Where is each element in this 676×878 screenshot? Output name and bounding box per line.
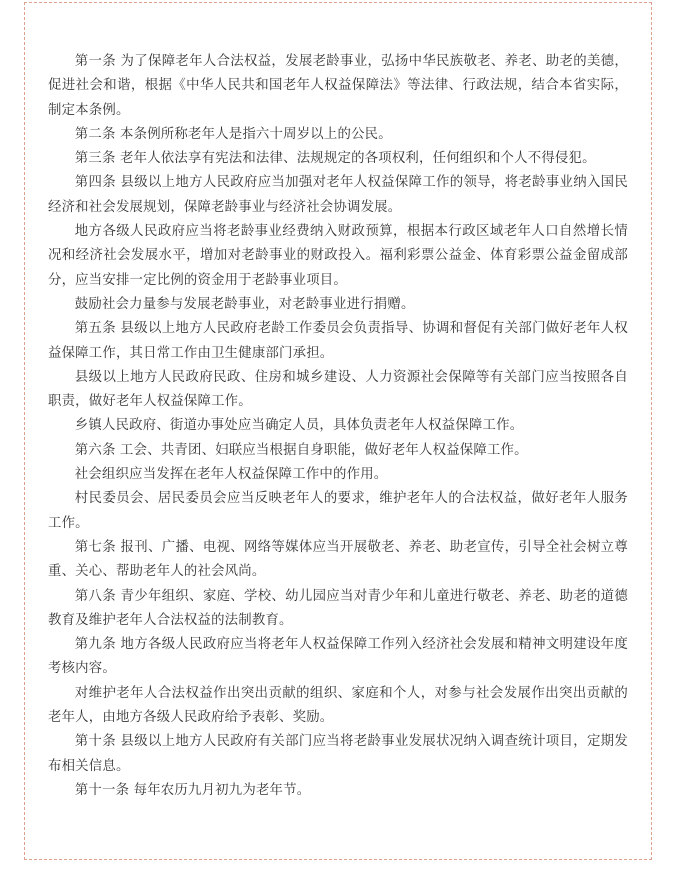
paragraph-article-6-social-orgs: 社会组织应当发挥在老年人权益保障工作中的作用。 [74,467,388,483]
article-body [48,50,628,803]
paragraph-article-4-donation: 鼓励社会力量参与发展老龄事业，对老龄事业进行捐赠。 [74,296,415,312]
paragraph-article-9: 第九条 地方各级人民政府应当将老年人权益保障工作列入经济社会发展和精神文明建设年度考核内容。 [48,637,628,677]
paragraph-article-2: 第二条 本条例所称老年人是指六十周岁以上的公民。 [74,126,392,142]
paragraph-article-11: 第十一条 每年农历九月初九为老年节。 [74,782,311,798]
paragraph-article-6: 第六条 工会、共青团、妇联应当根据自身职能，做好老年人权益保障工作。 [74,442,528,458]
paragraph-article-3: 第三条 老年人依法享有宪法和法律、法规规定的各项权利，任何组织和个人不得侵犯。 [74,151,596,167]
paragraph-article-6-committees: 村民委员会、居民委员会应当反映老年人的要求，维护老年人的合法权益，做好老年人服务工作。 [48,491,628,531]
paragraph-article-7: 第七条 报刊、广播、电视、网络等媒体应当开展敬老、养老、助老宣传，引导全社会树立尊重、关心、帮助老年人的社会风尚。 [48,539,628,580]
paragraph-article-5-townships: 乡镇人民政府、街道办事处应当确定人员，具体负责老年人权益保障工作。 [74,418,524,434]
paragraph-article-5: 第五条 县级以上地方人民政府老龄工作委员会负责指导、协调和督促有关部门做好老年人权益保障工作，其日常工作由卫生健康部门承担。 [48,321,628,361]
paragraph-article-8: 第八条 青少年组织、家庭、学校、幼儿园应当对青少年和儿童进行敬老、养老、助老的道德教育及维护老年人合法权益的法制教育。 [48,588,628,628]
paragraph-article-10: 第十条 县级以上地方人民政府有关部门应当将老龄事业发展状况纳入调查统计项目，定期发布相关信息。 [48,734,628,774]
paragraph-article-4: 第四条 县级以上地方人民政府应当加强对老年人权益保障工作的领导，将老龄事业纳入国民经济和社会发展规划，保障老龄事业与经济社会协调发展。 [48,175,628,215]
paragraph-article-1: 第一条 为了保障老年人合法权益，发展老龄事业，弘扬中华民族敬老、养老、助老的美德，促进社会和谐，根据《中华人民共和国老年人权益保障法》等法律、行政法规，结合本省实际，制定本条例。 [48,54,628,118]
paragraph-article-5-departments: 县级以上地方人民政府民政、住房和城乡建设、人力资源社会保障等有关部门应当按照各自职责，做好老年人权益保障工作。 [48,369,628,410]
paragraph-article-9-awards: 对维护老年人合法权益作出突出贡献的组织、家庭和个人，对参与社会发展作出突出贡献的老年人，由地方各级人民政府给予表彰、奖励。 [48,685,628,726]
paragraph-article-4-funding: 地方各级人民政府应当将老龄事业经费纳入财政预算，根据本行政区域老年人口自然增长情况和经济社会发展水平，增加对老龄事业的财政投入。福利彩票公益金、体育彩票公益金留成部分，应当安排一定比例的资金用于老龄事业项目。 [48,224,628,288]
